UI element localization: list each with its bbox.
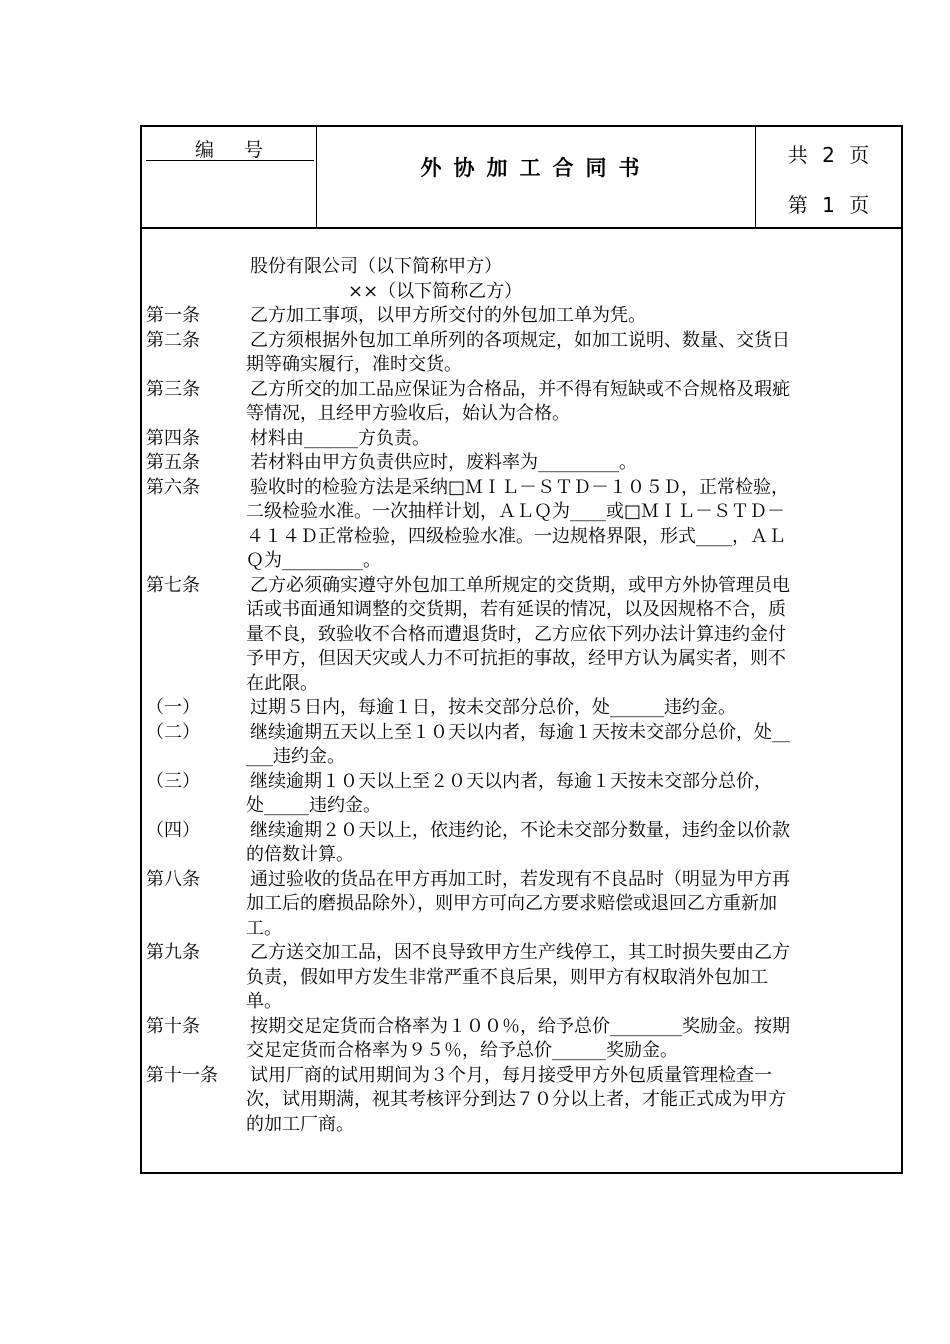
clause-line [142, 500, 901, 525]
clause-text: 等情况，且经甲方验收后，始认为合格。 [246, 403, 570, 424]
clause-label: 第十条 [146, 1015, 200, 1037]
clause-text: Ｑ为_________。 [246, 550, 381, 571]
clause-text: ４１４Ｄ正常检验，四级检验水准。一边规格界限，形式____，ＡＬ [246, 525, 786, 547]
clause-line [142, 427, 901, 452]
clause-line [142, 1064, 901, 1089]
clause-text: 乙方须根据外包加工单所列的各项规定，如加工说明、数量、交货日 [250, 329, 790, 351]
clause-label: 第二条 [146, 329, 200, 351]
clause-text: 乙方必须确实遵守外包加工单所规定的交货期，或甲方外协管理员电 [250, 574, 790, 596]
clause-text: 在此限。 [246, 672, 318, 694]
clause-line [142, 917, 901, 942]
clause-text: 予甲方，但因天灾或人力不可抗拒的事故，经甲方认为属实者，则不 [246, 648, 786, 669]
clause-line [142, 623, 901, 648]
clause-label: 第五条 [146, 452, 200, 473]
clause-label: 第九条 [146, 942, 200, 963]
clause-line [142, 598, 901, 623]
clause-text: 试用厂商的试用期间为３个月，每月接受甲方外包质量管理检查一 [250, 1064, 772, 1086]
clause-line [142, 868, 901, 893]
page-total: 共 2 页 [787, 143, 874, 167]
clause-line [142, 525, 901, 550]
clause-line [142, 647, 901, 672]
clause-line [142, 794, 901, 819]
clause-text: 继续逾期２０天以上，依违约论，不论未交部分数量，违约金以价款 [250, 819, 790, 841]
party-b-line [142, 280, 901, 305]
clause-text: 通过验收的货品在甲方再加工时，若发现有不良品时（明显为甲方再 [250, 868, 790, 890]
clause-label: 第一条 [146, 305, 200, 326]
clause-line [142, 941, 901, 966]
clause-text: 按期交足定货而合格率为１００％，给予总价________奖励金。按期 [250, 1015, 790, 1037]
clause-line [142, 721, 901, 746]
clause-line [142, 1088, 901, 1113]
clause-line [142, 451, 901, 476]
clause-text: 单。 [246, 991, 282, 1012]
clause-text: 乙方所交的加工品应保证为合格品，并不得有短缺或不合规格及瑕疵 [250, 378, 790, 400]
clause-label: 第七条 [146, 574, 200, 596]
clause-line [142, 843, 901, 868]
contract-header [142, 127, 901, 229]
clause-line [142, 476, 901, 501]
clause-text: ___违约金。 [246, 746, 345, 767]
contract-frame [140, 125, 903, 1174]
clause-line [142, 402, 901, 427]
clause-list [142, 304, 901, 1137]
clause-label: 第四条 [146, 427, 200, 449]
number-underline [146, 160, 314, 161]
clause-label: （二） [146, 721, 200, 743]
clause-text: 交足定货而合格率为９５％，给予总价______奖励金。 [246, 1040, 678, 1061]
clause-text: 的加工厂商。 [246, 1113, 354, 1135]
clause-text: 话或书面通知调整的交货期，若有延误的情况，以及因规格不合，质 [246, 599, 786, 620]
clause-text: 验收时的检验方法是采纳□ＭＩＬ－ＳＴＤ－１０５Ｄ，正常检验， [250, 476, 790, 498]
clause-text: 二级检验水准。一次抽样计划，ＡＬＱ为____或□ＭＩＬ－ＳＴＤ－ [246, 501, 786, 522]
clause-line [142, 1015, 901, 1040]
party-a-line [142, 255, 901, 280]
clause-line [142, 549, 901, 574]
clause-label: （三） [146, 770, 200, 792]
clause-text: 过期５日内，每逾１日，按未交部分总价，处______违约金。 [250, 697, 736, 718]
contract-body [142, 255, 901, 1137]
clause-line [142, 1039, 901, 1064]
clause-line [142, 1113, 901, 1138]
clause-line [142, 966, 901, 991]
clause-line [142, 696, 901, 721]
clause-text: 乙方加工事项，以甲方所交付的外包加工单为凭。 [250, 305, 646, 326]
clause-text: 工。 [246, 917, 282, 939]
party-b-text: ××（以下简称乙方） [348, 280, 523, 302]
clause-line [142, 329, 901, 354]
clause-text: 若材料由甲方负责供应时，废料率为_________。 [250, 452, 637, 473]
clause-label: 第八条 [146, 868, 200, 890]
clause-label: 第三条 [146, 378, 200, 400]
clause-text: 继续逾期五天以上至１０天以内者，每逾１天按未交部分总价，处__ [250, 721, 790, 743]
clause-line [142, 304, 901, 329]
clause-label: 第六条 [146, 476, 200, 498]
clause-line [142, 892, 901, 917]
clause-text: 负责，假如甲方发生非常严重不良后果，则甲方有权取消外包加工 [246, 966, 768, 988]
clause-line [142, 819, 901, 844]
clause-text: 次，试用期满，视其考核评分到达７０分以上者，才能正式成为甲方 [246, 1089, 786, 1110]
document-title: 外协加工合同书 [420, 156, 652, 180]
clause-label: （一） [146, 697, 200, 718]
clause-text: 的倍数计算。 [246, 844, 354, 865]
clause-line [142, 745, 901, 770]
clause-line [142, 574, 901, 599]
clause-label: （四） [146, 819, 200, 841]
party-a-text: 股份有限公司（以下简称甲方） [250, 256, 502, 277]
page-current: 第 1 页 [787, 193, 874, 217]
number-label: 编号 [194, 139, 293, 161]
clause-text: 期等确实履行，准时交货。 [246, 354, 462, 375]
clause-text: 量不良，致验收不合格而遭退货时，乙方应依下列办法计算违约金付 [246, 623, 786, 645]
clause-text: 处_____违约金。 [246, 795, 381, 816]
clause-text: 材料由______方负责。 [250, 427, 430, 449]
clause-label: 第十一条 [146, 1064, 218, 1086]
clause-line [142, 378, 901, 403]
clause-line [142, 770, 901, 795]
clause-text: 继续逾期１０天以上至２０天以内者，每逾１天按未交部分总价， [250, 770, 772, 792]
clause-line [142, 672, 901, 697]
clause-text: 乙方送交加工品，因不良导致甲方生产线停工，其工时损失要由乙方 [250, 942, 790, 963]
clause-line [142, 353, 901, 378]
clause-text: 加工后的磨损品除外），则甲方可向乙方要求赔偿或退回乙方重新加 [246, 893, 777, 914]
clause-line [142, 990, 901, 1015]
